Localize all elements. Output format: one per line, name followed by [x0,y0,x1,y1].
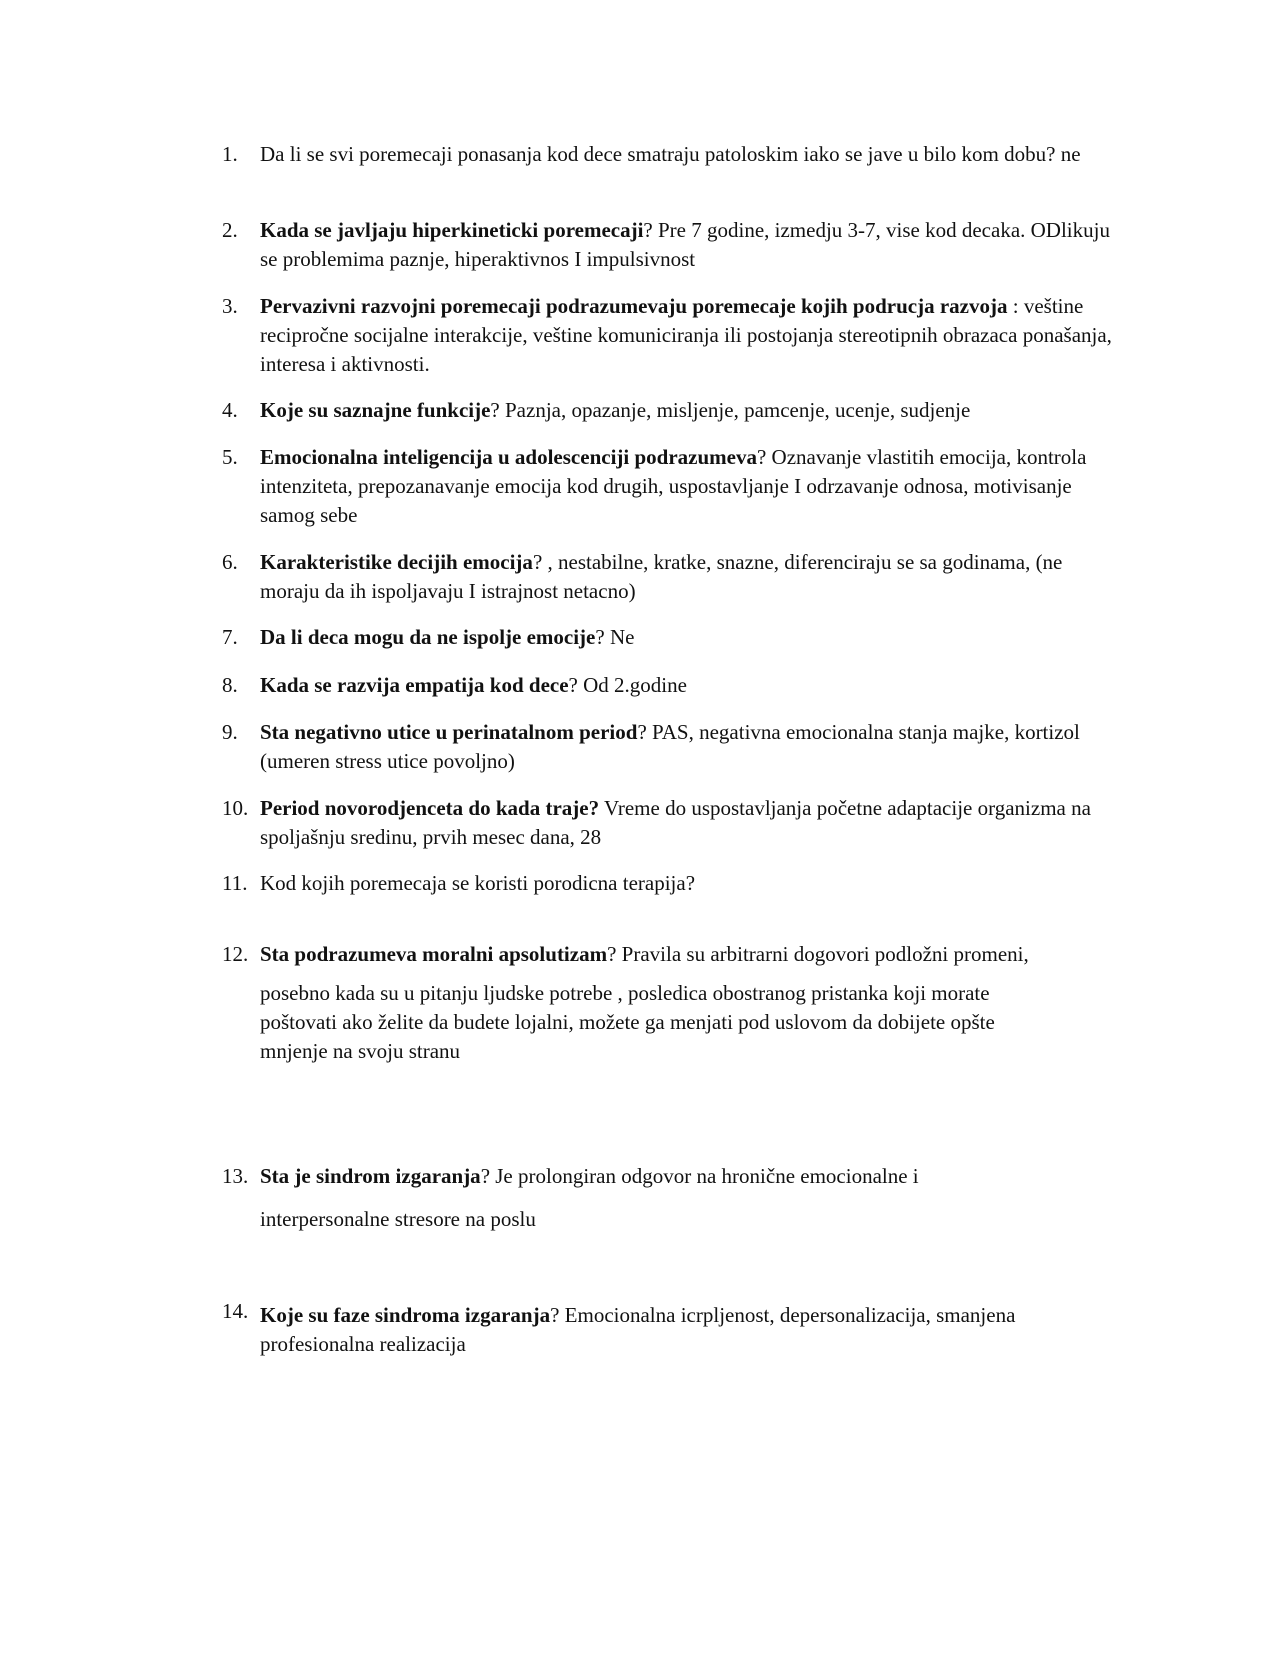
item-number: 3. [222,294,238,318]
list-item [222,671,1122,700]
item-text: Kod kojih poremecaja se koristi porodicna terapija? [260,871,696,895]
item-answer: ? , nestabilne, kratke, snazne, diferenciraju se sa godinama, (ne moraju da ih ispoljavaju I istrajnost netacno) [260,550,1063,603]
item-question: Sta negativno utice u perinatalnom period [260,720,638,744]
item-question: Kada se javljaju hiperkineticki poremecaji [260,218,644,242]
list-item [222,794,1122,852]
item-number: 4. [222,398,238,422]
item-answer-line: poštovati ako želite da budete lojalni, možete ga menjati pod uslovom da dobijete opšte [260,1010,995,1034]
item-answer-line: ? Pravila su arbitrarni dogovori podložni promeni, [607,942,1029,966]
item-answer: ? Ne [595,625,635,649]
item-answer: ? Od 2.godine [568,673,687,697]
list-item [222,1162,1122,1234]
list-item [222,1301,1122,1359]
item-number: 5. [222,445,238,469]
item-answer: Vreme do uspostavljanja početne adaptacije organizma na spoljašnju sredinu, prvih mesec dana, 28 [260,796,1091,849]
list-item [222,623,1122,652]
item-question: Koje su saznajne funkcije [260,398,491,422]
item-question: Karakteristike decijih emocija [260,550,533,574]
list-item [222,140,1122,169]
item-question: Period novorodjenceta do kada traje? [260,796,600,820]
item-number: 8. [222,673,238,697]
item-number: 10. [222,796,249,820]
item-number: 2. [222,218,238,242]
item-question: Koje su faze sindroma izgaranja [260,1303,551,1327]
item-question: Kada se razvija empatija kod dece [260,673,569,697]
item-question: Emocionalna inteligencija u adolescenciji podrazumeva [260,445,757,469]
item-number: 13. [222,1164,249,1188]
list-item [222,216,1122,274]
list-item [222,443,1122,530]
item-question: Sta je sindrom izgaranja [260,1164,481,1188]
list-item [222,869,1122,898]
item-answer: ? Paznja, opazanje, misljenje, pamcenje, ucenje, sudjenje [490,398,971,422]
item-answer: ? PAS, negativna emocionalna stanja majke, kortizol (umeren stress utice povoljno) [260,720,1080,773]
item-question: Pervazivni razvojni poremecaji podrazumevaju poremecaje kojih podrucja razvoja [260,294,1008,318]
item-answer-line: mnjenje na svoju stranu [260,1039,461,1063]
item-question: Sta podrazumeva moralni apsolutizam [260,942,608,966]
item-number: 6. [222,550,238,574]
item-answer-line: ? Je prolongiran odgovor na hronične emocionalne i [480,1164,919,1188]
list-item [222,940,1122,1066]
item-number: 14. [222,1299,249,1323]
list-item [222,718,1122,776]
item-answer: ? Oznavanje vlastitih emocija, kontrola intenziteta, prepozanavanje emocija kod drugih, uspostavljanje I odrzavanje odnosa, motivisanje samog sebe [260,445,1087,527]
list-item [222,292,1122,379]
item-answer-line: interpersonalne stresore na poslu [260,1207,536,1231]
item-number: 1. [222,142,238,166]
item-number: 7. [222,625,238,649]
list-item [222,396,1122,425]
item-number: 12. [222,942,249,966]
item-number: 11. [222,871,248,895]
list-item [222,548,1122,606]
item-text: Da li se svi poremecaji ponasanja kod dece smatraju patoloskim iako se jave u bilo kom dobu? ne [260,142,1081,166]
item-question: Da li deca mogu da ne ispolje emocije [260,625,596,649]
item-answer: ? Pre 7 godine, izmedju 3-7, vise kod decaka. ODlikuju se problemima paznje, hiperaktivnos I impulsivnost [260,218,1110,271]
item-number: 9. [222,720,238,744]
item-answer-line: posebno kada su u pitanju ljudske potrebe , posledica obostranog pristanka koji morate [260,981,990,1005]
item-answer: : veštine recipročne socijalne interakcije, veštine komuniciranja ili postojanja stereotipnih obrazaca ponašanja, interesa i aktivnosti. [260,294,1112,376]
item-answer: ? Emocionalna icrpljenost, depersonalizacija, smanjena profesionalna realizacija [260,1303,1016,1356]
